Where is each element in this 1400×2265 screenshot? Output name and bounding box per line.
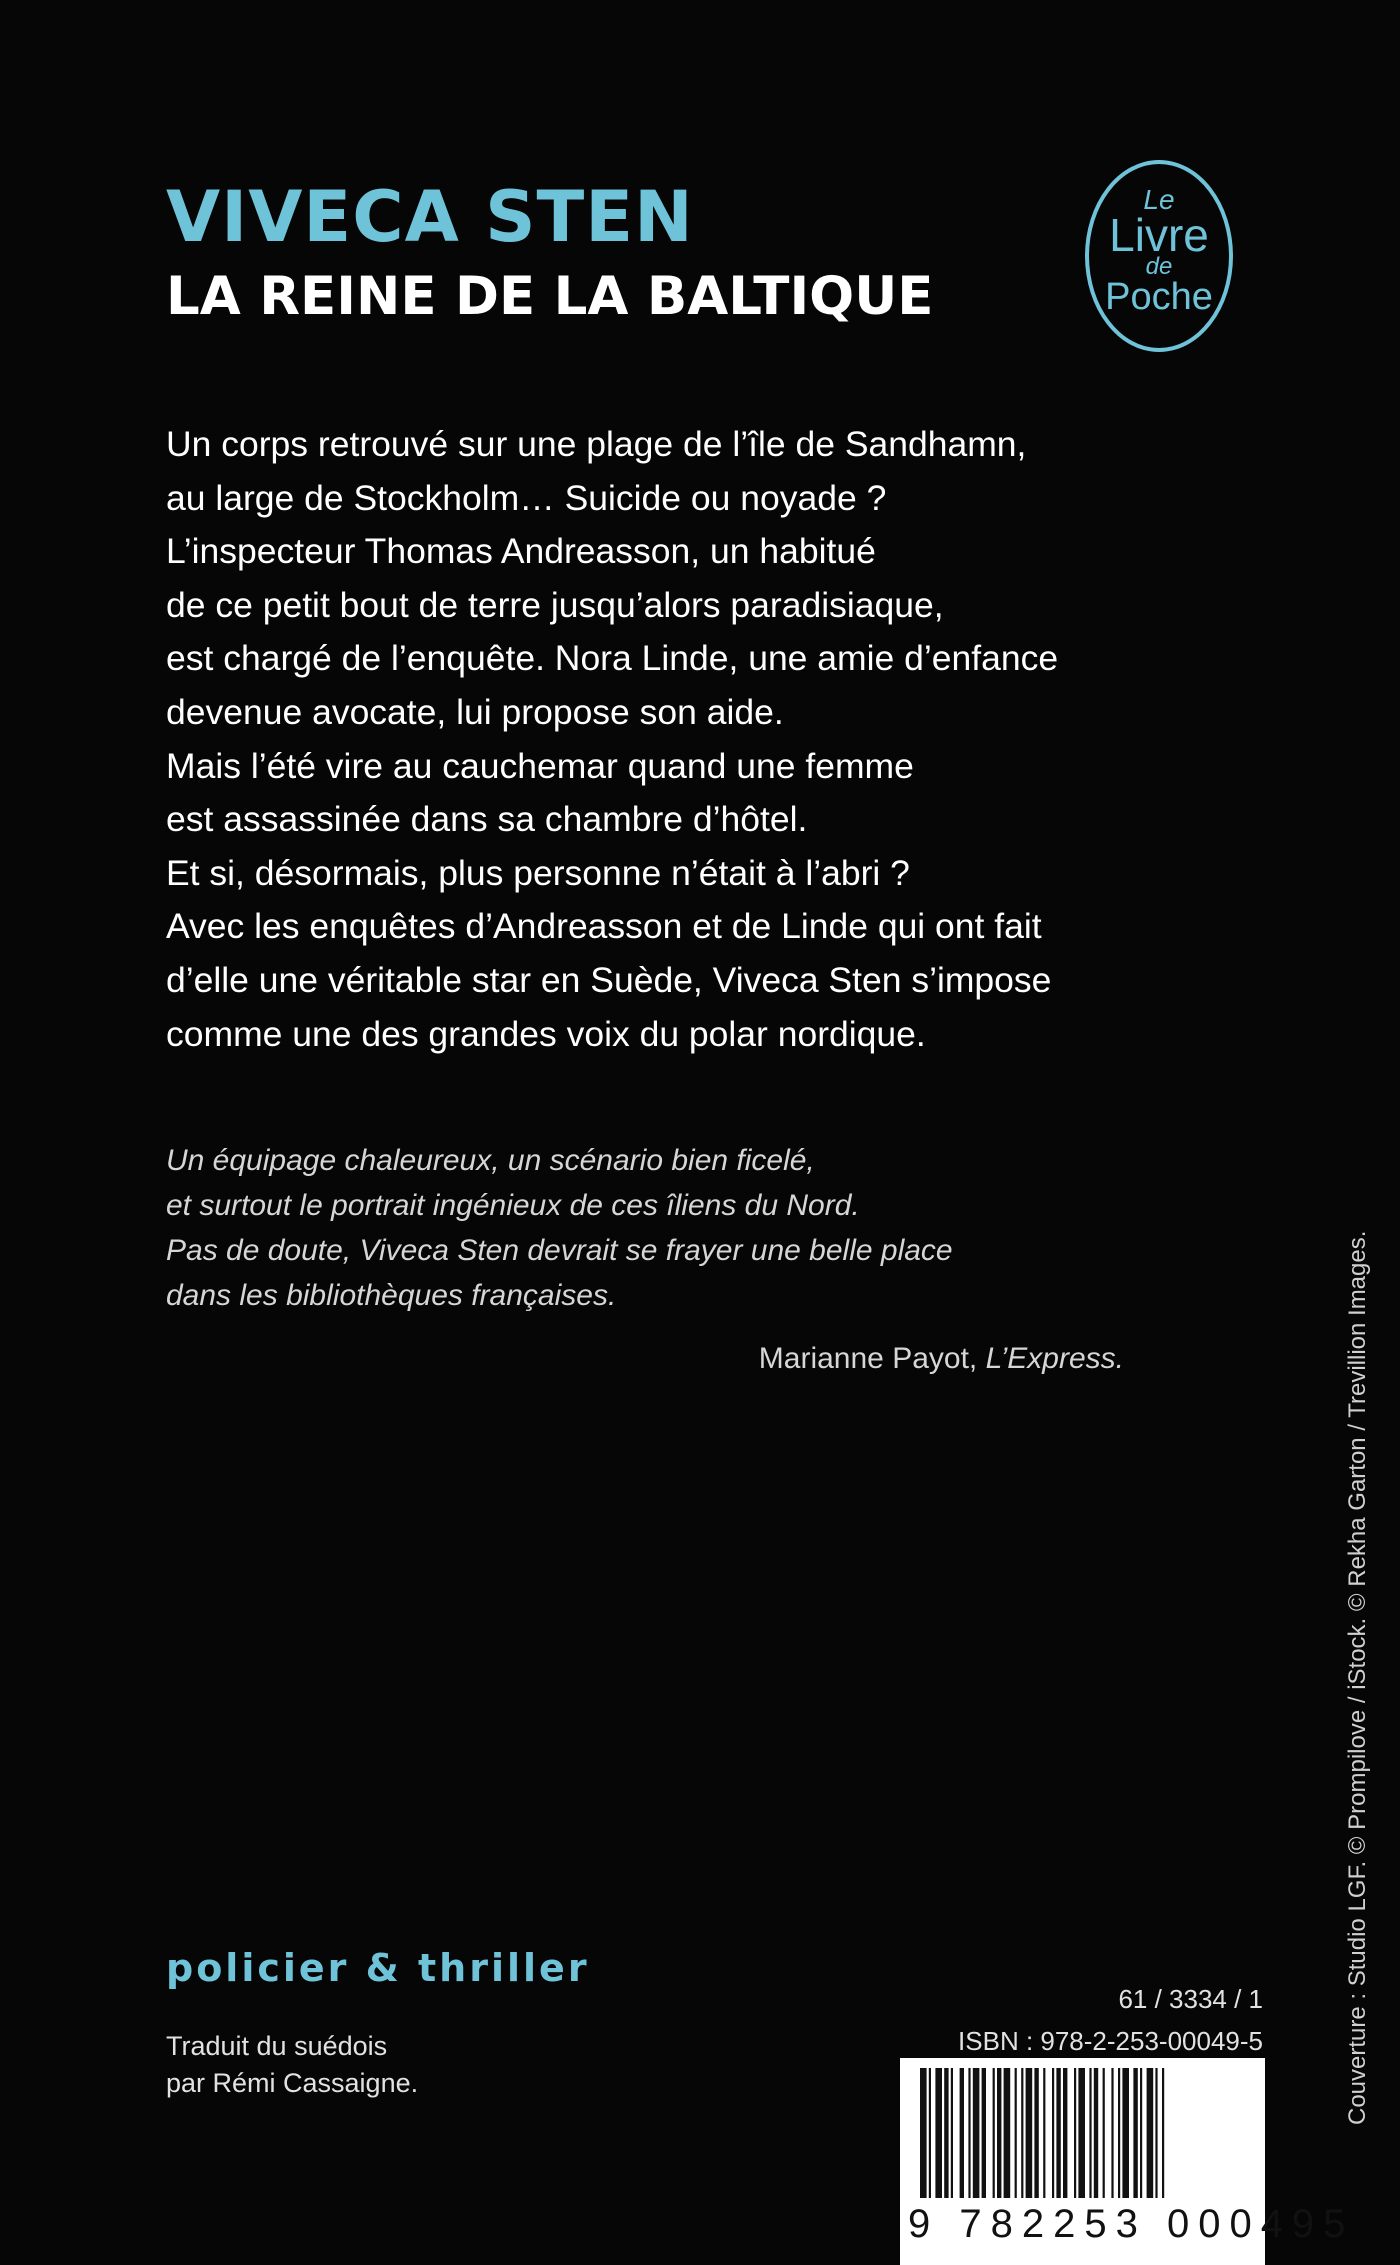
logo-text-le: Le xyxy=(1143,184,1175,215)
logo-text-poche: Poche xyxy=(1105,276,1213,318)
translator-line: Traduit du suédois xyxy=(166,2031,388,2061)
synopsis-line: au large de Stockholm… Suicide ou noyade ? xyxy=(166,477,887,518)
synopsis-line: de ce petit bout de terre jusqu’alors paradisiaque, xyxy=(166,584,944,625)
quote-line: Un équipage chaleureux, un scénario bien ficelé, xyxy=(166,1144,815,1177)
catalog-number: 61 / 3334 / 1 xyxy=(1118,1984,1263,2014)
synopsis-line: comme une des grandes voix du polar nordique. xyxy=(166,1013,926,1054)
livre-de-poche-logo xyxy=(1085,160,1233,352)
synopsis-line: devenue avocate, lui propose son aide. xyxy=(166,691,784,732)
barcode-bars-icon xyxy=(900,2058,1265,2208)
quote-publication: L’Express. xyxy=(985,1342,1124,1375)
synopsis-line: Un corps retrouvé sur une plage de l’île de Sandhamn, xyxy=(166,424,1027,464)
catalog-codes xyxy=(958,1978,1263,2062)
synopsis xyxy=(166,418,1266,1061)
translator-credit xyxy=(166,2028,418,2102)
translator-line: par Rémi Cassaigne. xyxy=(166,2068,419,2098)
logo-text-livre: Livre xyxy=(1109,209,1209,261)
quote-line: Pas de doute, Viveca Sten devrait se frayer une belle place xyxy=(166,1234,953,1267)
synopsis-line: Et si, désormais, plus personne n’était à l’abri ? xyxy=(166,852,910,893)
synopsis-line: est chargé de l’enquête. Nora Linde, une amie d’enfance xyxy=(166,638,1059,679)
quote-line: et surtout le portrait ingénieux de ces îliens du Nord. xyxy=(166,1189,860,1222)
synopsis-line: Avec les enquêtes d’Andreasson et de Linde qui ont fait xyxy=(166,906,1042,947)
logo-text-de: de xyxy=(1145,253,1173,280)
genre-label: policier & thriller xyxy=(166,1946,590,1990)
author-name: VIVECA STEN xyxy=(166,176,694,258)
press-quote xyxy=(166,1138,1266,1318)
cover-credit: Couverture : Studio LGF. © Prompilove / iStock. © Rekha Garton / Trevillion Images. xyxy=(1344,1230,1371,2125)
synopsis-line: est assassinée dans sa chambre d’hôtel. xyxy=(166,799,808,840)
synopsis-line: L’inspecteur Thomas Andreasson, un habitué xyxy=(166,531,876,572)
quote-attribution xyxy=(759,1342,1124,1376)
quote-line: dans les bibliothèques françaises. xyxy=(166,1279,617,1312)
barcode-digits: 9 782253 000495 xyxy=(908,2202,1355,2246)
book-title: LA REINE DE LA BALTIQUE xyxy=(166,266,934,327)
quote-author: Marianne Payot, xyxy=(758,1342,986,1375)
isbn: ISBN : 978-2-253-00049-5 xyxy=(958,2026,1263,2056)
synopsis-line: d’elle une véritable star en Suède, Viveca Sten s’impose xyxy=(166,959,1052,1000)
isbn-barcode xyxy=(900,2058,1355,2265)
synopsis-line: Mais l’été vire au cauchemar quand une femme xyxy=(166,745,914,786)
